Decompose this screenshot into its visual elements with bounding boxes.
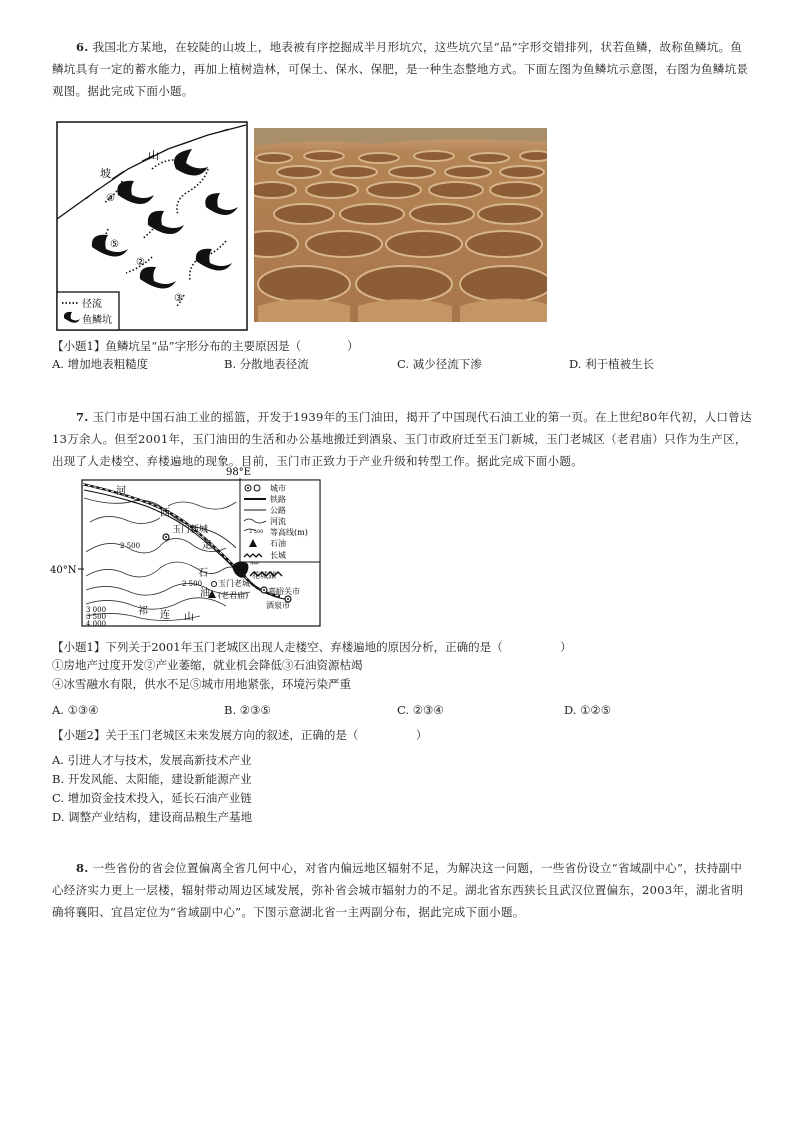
- map-laojunmiao: (老君庙): [218, 591, 249, 600]
- q6-number: 6.: [76, 40, 89, 54]
- contour-2500a: 2 500: [120, 542, 141, 550]
- legend-river: 河流: [270, 517, 286, 526]
- q6-option-a[interactable]: A. 增加地表粗糙度: [52, 357, 149, 371]
- legend-railway: 铁路: [270, 495, 286, 504]
- q7-sub2-stem: 【小题2】关于玉门老城区未来发展方向的叙述，正确的是（ ）: [52, 728, 428, 742]
- q6-stem: [52, 36, 752, 102]
- label-slope: 坡: [100, 167, 111, 180]
- q6-option-d[interactable]: D. 利于植被生长: [569, 357, 655, 371]
- q7-number: 7.: [76, 410, 89, 424]
- q7-sub1-option-c[interactable]: C. ②③④: [397, 703, 444, 717]
- fish-scale-pit-diagram: [56, 121, 248, 331]
- map-he: 河: [116, 486, 126, 497]
- q7-sub1-line2: ④冰雪融水有限，供水不足⑤城市用地紧张，环境污染严重: [52, 677, 351, 691]
- q7-sub1-line1: ①房地产过度开发②产业萎缩，就业机会降低③石油资源枯竭: [52, 658, 363, 672]
- q8-stem-text: 一些省份的省会位置偏离全省几何中心，对省内偏远地区辐射不足，为解决这一问题，一些省份设立“省域副中心”，扶持副中心经济实力更上一层楼，辐射带动周边区域发展，弥补省会城市辐射力的不足。湖北省东西狭长且武汉位置偏东，2003年，湖北省明确将襄阳、宜昌定位为“省域副中心”。下图示意湖北省一主两副分布，据此完成下面小题。: [52, 861, 744, 919]
- map-shan: 山: [184, 612, 194, 623]
- map-huachengpai: 花城湖: [252, 571, 276, 580]
- map-xincheng: 玉门新城: [172, 525, 209, 535]
- map-zou: 走: [202, 540, 212, 551]
- contour-4000: 4 000: [86, 620, 107, 628]
- q6-option-c[interactable]: C. 减少径流下渗: [397, 357, 482, 371]
- map-shi: 石: [198, 568, 208, 579]
- q6-option-b[interactable]: B. 分散地表径流: [224, 357, 309, 371]
- legend-runoff: 径流: [82, 299, 102, 310]
- map-laocheng: 玉门老城: [218, 579, 250, 588]
- map-lon-label: 98°E: [226, 467, 252, 478]
- legend-city: 城市: [270, 484, 286, 493]
- q8-number: 8.: [76, 861, 89, 875]
- map-jiayuguan: 嘉峪关市: [268, 587, 300, 596]
- legend-pit: 鱼鳞坑: [82, 315, 112, 326]
- q7-sub1-option-a[interactable]: A. ①③④: [52, 703, 99, 717]
- q7-sub2-option-c[interactable]: C. 增加资金技术投入，延长石油产业链: [52, 791, 252, 805]
- map-xi: 西: [160, 508, 170, 519]
- contour-3000: 3 000: [86, 606, 107, 614]
- landscape-image: [254, 128, 547, 322]
- label-n3: ③: [174, 293, 183, 304]
- fish-scale-pit-landscape-photo: [254, 128, 547, 322]
- q6-sub1-stem: 【小题1】鱼鳞坑呈“品”字形分布的主要原因是（ ）: [52, 339, 359, 353]
- yumen-map: [50, 466, 322, 628]
- q7-sub2-option-d[interactable]: D. 调整产业结构，建设商品粮生产基地: [52, 810, 253, 824]
- map-qi: 祁: [138, 606, 148, 617]
- label-n4: ④: [106, 193, 115, 204]
- q7-stem: [52, 406, 752, 472]
- map-jiuquan: 酒泉市: [266, 601, 290, 610]
- q7-sub1-stem: 【小题1】下列关于2001年玉门老城区出现人走楼空、弃楼遍地的原因分析，正确的是（ ）: [52, 640, 572, 654]
- map-lian: 连: [160, 610, 170, 621]
- q8-stem: [52, 857, 752, 923]
- label-n2: ②: [136, 257, 145, 268]
- legend-wall: 长城: [270, 551, 286, 560]
- map-lat-label: 40°N: [50, 565, 77, 576]
- label-mountain: 山: [148, 149, 159, 162]
- contour-3500: 3 500: [86, 613, 107, 621]
- legend-oil: 石油: [270, 539, 286, 548]
- legend-contour: 等高线(m): [270, 528, 308, 537]
- q6-stem-text: 我国北方某地，在较陡的山坡上，地表被有序挖掘成半月形坑穴，这些坑穴呈“品”字形交错排列，状若鱼鳞，故称鱼鳞坑。鱼鳞坑具有一定的蓄水能力，再加上植树造林，可保土、保水、保肥，是一种生态整地方式。下面左图为鱼鳞坑示意图，右图为鱼鳞坑景观图。据此完成下面小题。: [52, 40, 749, 98]
- q7-sub1-option-d[interactable]: D. ①②⑤: [564, 703, 612, 717]
- legend-road: 公路: [270, 506, 286, 515]
- q7-sub2-option-a[interactable]: A. 引进人才与技术，发展高新技术产业: [52, 753, 252, 767]
- q7-sub1-option-b[interactable]: B. ②③⑤: [224, 703, 271, 717]
- label-n5: ⑤: [110, 239, 119, 250]
- contour-2500b: 2 500: [182, 580, 203, 588]
- q7-sub2-option-b[interactable]: B. 开发风能、太阳能，建设新能源产业: [52, 772, 252, 786]
- city-marker-laocheng: [212, 582, 217, 587]
- q7-stem-text: 玉门市是中国石油工业的摇篮，开发于1939年的玉门油田，揭开了中国现代石油工业的第一页。在上世纪80年代初，人口曾达13万余人。但至2001年，玉门油田的生活和办公基地搬迁到酒泉、玉门市政府迁至玉门新城，玉门老城区（老君庙）只作为生产区，出现了人走楼空、弃楼遍地的现象。目前，玉门市正致力于产业升级和转型工作。据此完成下面小题。: [52, 410, 752, 468]
- legend-contour-num: 2 500: [249, 529, 264, 535]
- map-you: 油: [200, 588, 210, 599]
